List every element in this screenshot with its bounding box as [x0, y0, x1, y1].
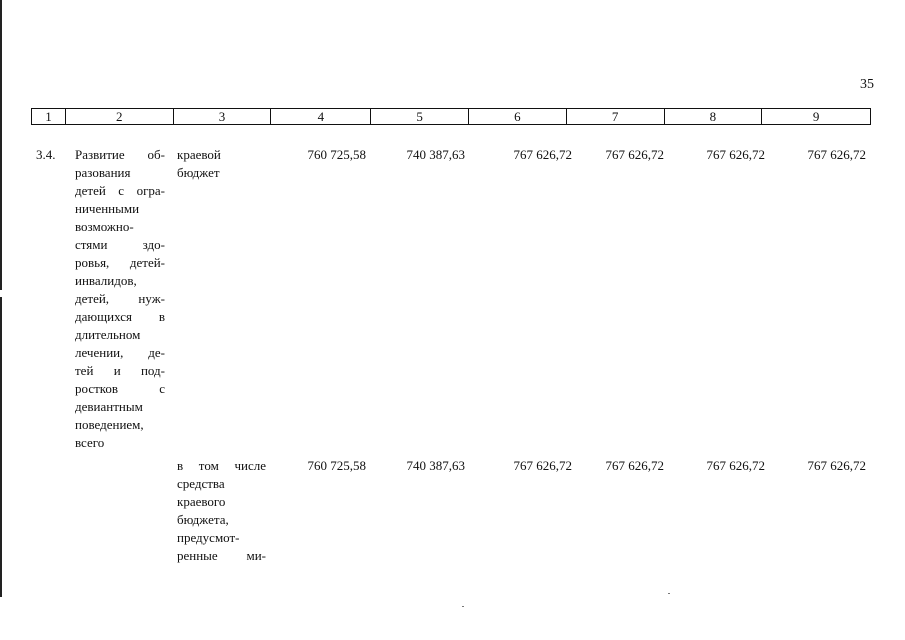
- value-col-7: 767 626,72: [605, 458, 664, 473]
- row-name-line: ниченными: [75, 201, 140, 216]
- funding-source-line: бюджета,: [177, 512, 229, 527]
- value-col-6: 767 626,72: [513, 147, 572, 162]
- value-col-8: 767 626,72: [706, 147, 765, 162]
- row-name-line: длительном: [75, 327, 141, 342]
- scan-edge-mark: [0, 0, 2, 290]
- row-name-line: инвалидов,: [75, 273, 137, 288]
- value-col-6: 767 626,72: [513, 458, 572, 473]
- value-col-5: 740 387,63: [406, 147, 465, 162]
- header-cell: 2: [66, 109, 174, 124]
- header-cell: 1: [32, 109, 66, 124]
- value-col-9: 767 626,72: [807, 458, 866, 473]
- scan-speck: [462, 606, 464, 607]
- value-col-7: 767 626,72: [605, 147, 664, 162]
- funding-source: [177, 146, 269, 182]
- row-name-line: детей, нуж-: [75, 291, 165, 306]
- scan-edge-mark: [0, 297, 2, 597]
- row-name-line: детей с огра-: [75, 183, 165, 198]
- row-name-line: Развитие об-: [75, 147, 165, 162]
- funding-source-line: предусмот-: [177, 530, 240, 545]
- row-name-line: ровья, детей-: [75, 255, 165, 270]
- value-col-4: 760 725,58: [307, 147, 366, 162]
- scan-speck: [668, 593, 670, 594]
- row-name-line: всего: [75, 435, 105, 450]
- funding-source: [177, 457, 266, 565]
- row-name-line: поведением,: [75, 417, 144, 432]
- value-col-9: 767 626,72: [807, 147, 866, 162]
- row-name-line: стями здо-: [75, 237, 165, 252]
- header-cell: 5: [371, 109, 469, 124]
- funding-source-line: краевого: [177, 494, 226, 509]
- row-name-line: разования: [75, 165, 131, 180]
- row-name-line: девиантным: [75, 399, 143, 414]
- header-cell: 4: [271, 109, 371, 124]
- value-col-5: 740 387,63: [406, 458, 465, 473]
- table-header-row: [31, 108, 871, 125]
- row-name-line: возможно-: [75, 219, 134, 234]
- header-cell: 7: [567, 109, 665, 124]
- funding-source-line: бюджет: [177, 165, 220, 180]
- value-col-8: 767 626,72: [706, 458, 765, 473]
- row-number: 3.4.: [36, 147, 56, 162]
- funding-source-line: ренные ми-: [177, 548, 266, 563]
- funding-source-line: средства: [177, 476, 225, 491]
- header-cell: 8: [665, 109, 763, 124]
- page-number: 35: [860, 77, 874, 92]
- funding-source-line: в том числе: [177, 458, 266, 473]
- header-cell: 6: [469, 109, 567, 124]
- row-name-line: ростков с: [75, 381, 165, 396]
- row-name-line: тей и под-: [75, 363, 165, 378]
- header-cell: 9: [812, 109, 820, 124]
- row-name: [75, 146, 165, 452]
- row-name-line: дающихся в: [75, 309, 165, 324]
- header-cell: 3: [174, 109, 272, 124]
- value-col-4: 760 725,58: [307, 458, 366, 473]
- funding-source-line: краевой: [177, 147, 221, 162]
- row-name-line: лечении, де-: [75, 345, 165, 360]
